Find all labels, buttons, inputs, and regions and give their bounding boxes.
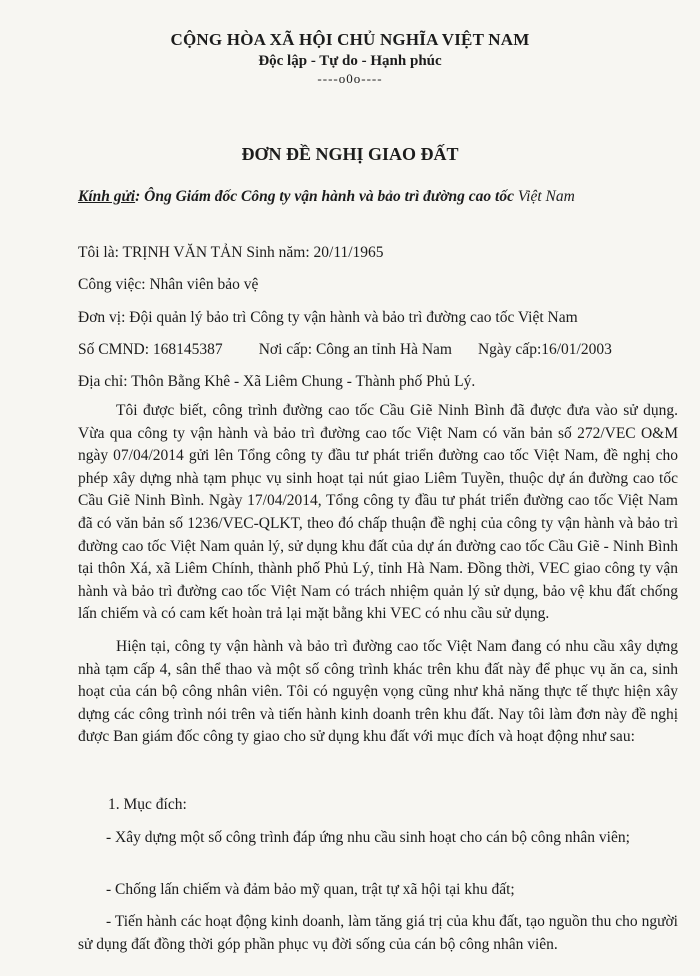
id-issue-place: Nơi cấp: Công an tỉnh Hà Nam <box>258 341 452 358</box>
purpose-item-2: - Chống lấn chiếm và đảm bảo mỹ quan, trật tự xã hội tại khu đất; <box>106 881 515 898</box>
purpose-heading: 1. Mục đích: <box>108 796 187 813</box>
applicant-id-line <box>78 341 612 359</box>
applicant-address-line: Địa chỉ: Thôn Bằng Khê - Xã Liêm Chung - Thành phố Phủ Lý. <box>78 373 476 390</box>
body-paragraph-1: Tôi được biết, công trình đường cao tốc Cầu Giẽ Ninh Bình đã được đưa vào sử dụng. Vừa qua công ty vận hành và bảo trì đường cao tốc Việt Nam có văn bản số 272/VEC O&M ngày 07/04/2014 gửi lên Tổng công ty đầu tư phát triển đường cao tốc Việt Nam, đề nghị cho phép xây dựng nhà tạm phục vụ sinh hoạt tại nút giao Liêm Tuyền, thuộc dự án đường cao tốc Cầu Giẽ Ninh Bình. Ngày 17/04/2014, Tổng công ty đầu tư phát triển đường cao tốc Việt Nam đã có văn bản số 1236/VEC-QLKT, theo đó chấp thuận đề nghị của công ty vận hành và bảo trì đường cao tốc Việt Nam quản lý, sử dụng khu đất của dự án đường cao tốc Cầu Giẽ - Ninh Bình tại thôn Xá, xã Liêm Chính, thành phố Phủ Lý, tỉnh Hà Nam. Đồng thời, VEC giao công ty vận hành và bảo trì đường cao tốc Việt Nam có trách nhiệm quản lý sử dụng, bảo vệ khu đất chống lấn chiếm và có cam kết hoàn trả lại mặt bằng khi VEC có nhu cầu sử dụng. <box>78 402 678 623</box>
request-body <box>78 400 678 759</box>
body-paragraph-2: Hiện tại, công ty vận hành và bảo trì đường cao tốc Việt Nam đang có nhu cầu xây dựng nhà tạm cấp 4, sân thể thao và một số công trình khác trên khu đất này để phục vụ ăn ca, sinh hoạt của cán bộ công nhân viên. Tôi có nguyện vọng cũng như khả năng thực tế thực hiện xây dựng các công trình nói trên và tiến hành kinh doanh trên khu đất. Nay tôi làm đơn này đề nghị được Ban giám đốc công ty giao cho sử dụng khu đất với mục đích và hoạt động như sau: <box>78 637 678 746</box>
recipient-colon: : <box>135 188 141 205</box>
applicant-name-line: Tôi là: TRỊNH VĂN TẢN Sinh năm: 20/11/1965 <box>78 244 384 261</box>
document-title: ĐƠN ĐỀ NGHỊ GIAO ĐẤT <box>241 144 459 164</box>
recipient-label: Kính gửi <box>78 188 136 205</box>
purpose-item-1: - Xây dựng một số công trình đáp ứng nhu cầu sinh hoạt cho cán bộ công nhân viên; <box>106 829 630 846</box>
recipient-name: Ông Giám đốc Công ty vận hành và bảo trì đường cao tốc <box>140 188 514 205</box>
id-number: Số CMND: 168145387 <box>78 341 223 358</box>
recipient-suffix: Việt Nam <box>513 188 575 205</box>
national-motto: Độc lập - Tự do - Hạnh phúc <box>258 53 442 69</box>
national-header <box>0 30 700 87</box>
purpose-item-3: - Tiến hành các hoạt động kinh doanh, làm tăng giá trị của khu đất, tạo nguồn thu cho người sử dụng đất đồng thời góp phần phục vụ đời sống của cán bộ công nhân viên. <box>78 913 678 953</box>
applicant-unit-line: Đơn vị: Đội quản lý bảo trì Công ty vận hành và bảo trì đường cao tốc Việt Nam <box>78 309 578 326</box>
applicant-job-line: Công việc: Nhân viên bảo vệ <box>78 276 259 293</box>
recipient-line <box>78 188 678 206</box>
header-separator: ----o0o---- <box>317 71 383 86</box>
id-issue-date: Ngày cấp:16/01/2003 <box>477 341 612 358</box>
nation-name: CỘNG HÒA XÃ HỘI CHỦ NGHĨA VIỆT NAM <box>170 30 530 49</box>
